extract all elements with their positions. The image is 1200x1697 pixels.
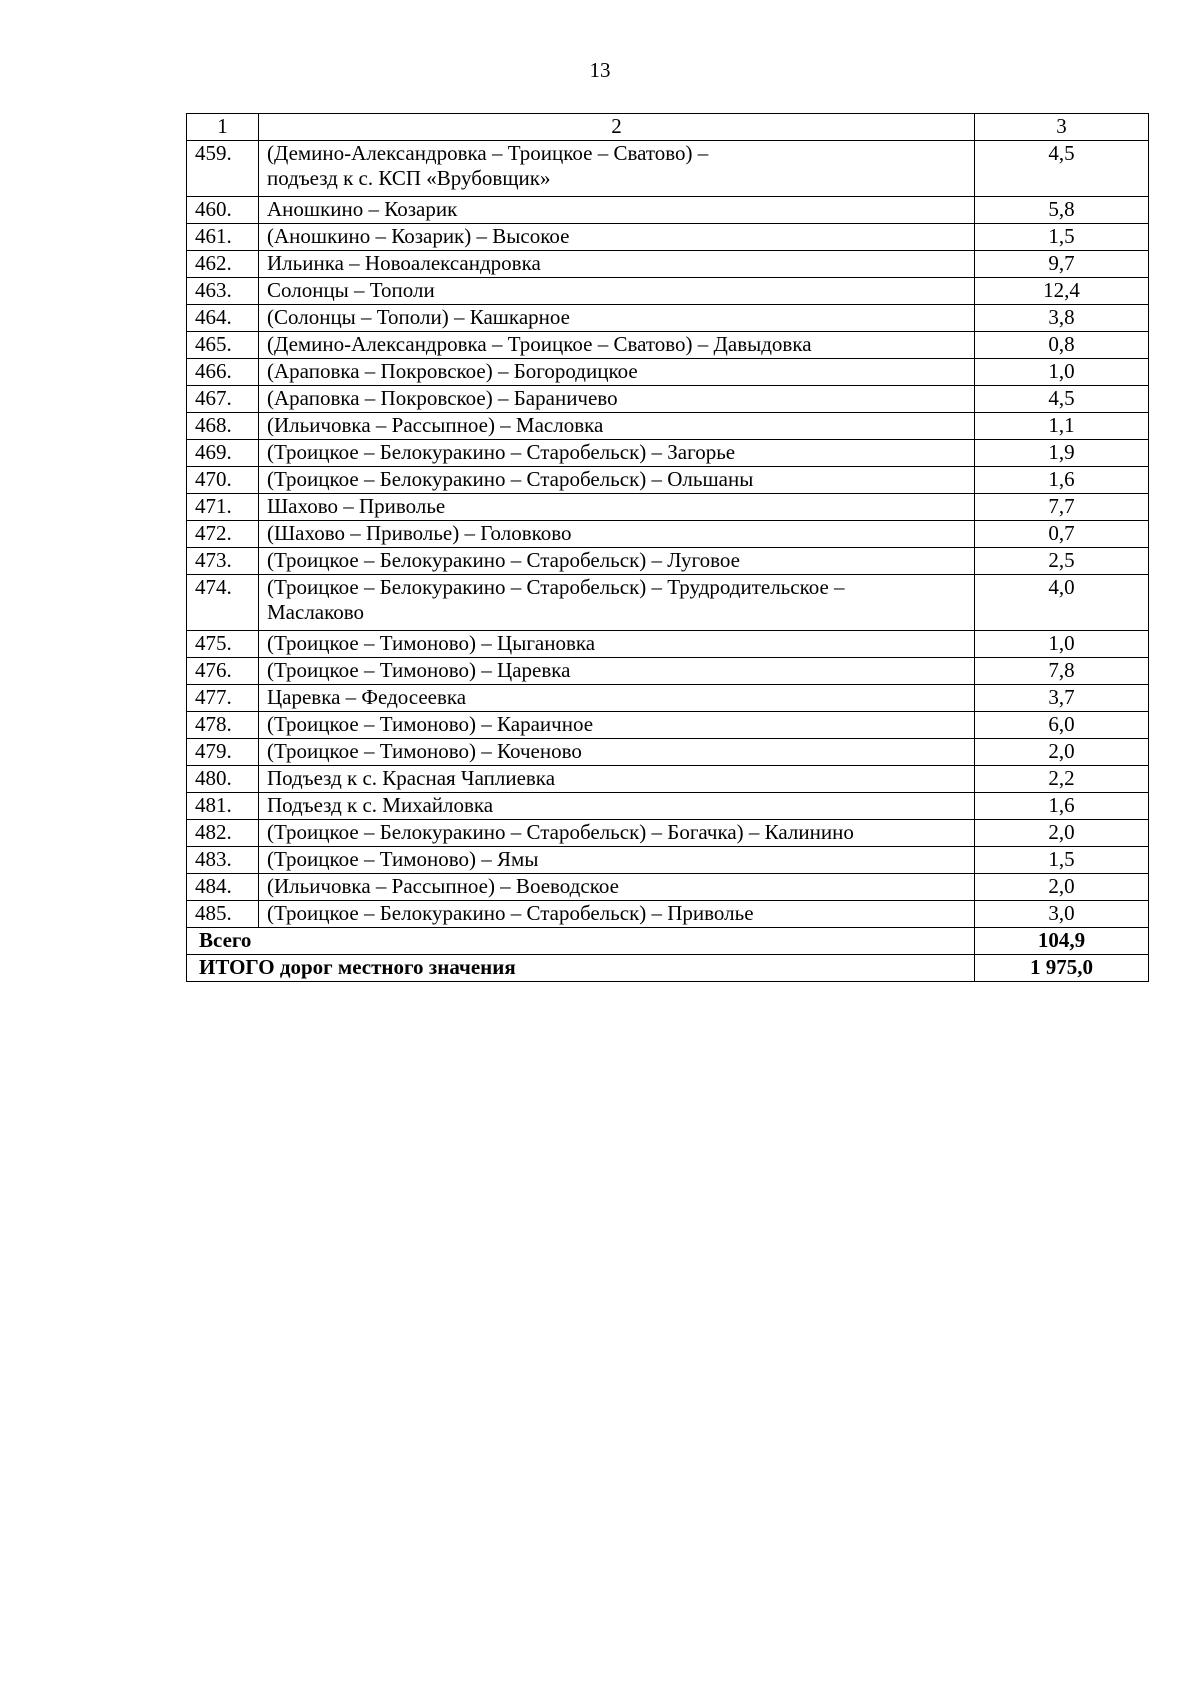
road-name: Шахово – Приволье <box>259 494 975 521</box>
table-row <box>187 467 1149 494</box>
road-length: 7,7 <box>975 494 1149 521</box>
total-value: 104,9 <box>975 928 1149 955</box>
road-name: Ильинка – Новоалександровка <box>259 251 975 278</box>
row-number: 465. <box>187 332 259 359</box>
table-row <box>187 847 1149 874</box>
table-row <box>187 820 1149 847</box>
road-length: 3,7 <box>975 685 1149 712</box>
table-row <box>187 712 1149 739</box>
row-number: 475. <box>187 631 259 658</box>
table-row <box>187 359 1149 386</box>
table-header <box>187 114 1149 141</box>
road-name: (Троицкое – Белокуракино – Старобельск) – Загорье <box>259 440 975 467</box>
total-label: Всего <box>187 928 975 955</box>
row-number: 467. <box>187 386 259 413</box>
table-row <box>187 685 1149 712</box>
road-length: 3,8 <box>975 305 1149 332</box>
road-name: (Троицкое – Белокуракино – Старобельск) – Луговое <box>259 548 975 575</box>
row-number: 461. <box>187 224 259 251</box>
road-name: (Араповка – Покровское) – Бараничево <box>259 386 975 413</box>
road-length: 1,6 <box>975 793 1149 820</box>
table-totals <box>187 928 1149 982</box>
road-name: (Троицкое – Белокуракино – Старобельск) – Приволье <box>259 901 975 928</box>
row-number: 482. <box>187 820 259 847</box>
road-name: Царевка – Федосеевка <box>259 685 975 712</box>
road-length: 1,0 <box>975 359 1149 386</box>
table-row <box>187 440 1149 467</box>
grand-total-row <box>187 955 1149 982</box>
road-name: (Араповка – Покровское) – Богородицкое <box>259 359 975 386</box>
row-number: 468. <box>187 413 259 440</box>
table-row <box>187 793 1149 820</box>
road-name: Солонцы – Тополи <box>259 278 975 305</box>
table-row <box>187 386 1149 413</box>
road-name: (Демино-Александровка – Троицкое – Сватово) – Давыдовка <box>259 332 975 359</box>
road-length: 2,0 <box>975 874 1149 901</box>
road-name: (Троицкое – Тимоново) – Царевка <box>259 658 975 685</box>
road-name: (Ильичовка – Рассыпное) – Масловка <box>259 413 975 440</box>
row-number: 463. <box>187 278 259 305</box>
road-name: (Ильичовка – Рассыпное) – Воеводское <box>259 874 975 901</box>
road-length: 2,0 <box>975 820 1149 847</box>
table-row <box>187 332 1149 359</box>
road-name: (Троицкое – Тимоново) – Ямы <box>259 847 975 874</box>
table-row <box>187 224 1149 251</box>
header-col-3: 3 <box>975 114 1149 141</box>
row-number: 478. <box>187 712 259 739</box>
row-number: 483. <box>187 847 259 874</box>
road-name: (Шахово – Приволье) – Головково <box>259 521 975 548</box>
road-name: (Троицкое – Белокуракино – Старобельск) – Богачка) – Калинино <box>259 820 975 847</box>
row-number: 466. <box>187 359 259 386</box>
road-length: 3,0 <box>975 901 1149 928</box>
row-number: 474. <box>187 575 259 631</box>
page-number: 13 <box>589 58 611 82</box>
row-number: 469. <box>187 440 259 467</box>
table-row <box>187 251 1149 278</box>
road-length: 5,8 <box>975 197 1149 224</box>
road-name: (Демино-Александровка – Троицкое – Сватово) – подъезд к с. КСП «Врубовщик» <box>259 141 975 197</box>
road-name: Подъезд к с. Михайловка <box>259 793 975 820</box>
road-length: 1,5 <box>975 847 1149 874</box>
road-name: (Троицкое – Тимоново) – Караичное <box>259 712 975 739</box>
road-length: 4,5 <box>975 141 1149 197</box>
road-length: 1,0 <box>975 631 1149 658</box>
road-length: 4,5 <box>975 386 1149 413</box>
road-name: (Солонцы – Тополи) – Кашкарное <box>259 305 975 332</box>
road-length: 1,1 <box>975 413 1149 440</box>
table-body <box>187 141 1149 928</box>
road-length: 0,8 <box>975 332 1149 359</box>
row-number: 462. <box>187 251 259 278</box>
road-length: 7,8 <box>975 658 1149 685</box>
road-length: 4,0 <box>975 575 1149 631</box>
road-name: Аношкино – Козарик <box>259 197 975 224</box>
road-length: 2,0 <box>975 739 1149 766</box>
table-row <box>187 413 1149 440</box>
road-name: Подъезд к с. Красная Чаплиевка <box>259 766 975 793</box>
table-row <box>187 766 1149 793</box>
road-name: (Троицкое – Тимоново) – Цыгановка <box>259 631 975 658</box>
roads-table <box>186 113 1149 982</box>
table-row <box>187 197 1149 224</box>
table-row <box>187 658 1149 685</box>
row-number: 473. <box>187 548 259 575</box>
header-col-2: 2 <box>259 114 975 141</box>
row-number: 484. <box>187 874 259 901</box>
row-number: 479. <box>187 739 259 766</box>
road-length: 6,0 <box>975 712 1149 739</box>
road-length: 12,4 <box>975 278 1149 305</box>
road-length: 0,7 <box>975 521 1149 548</box>
table-row <box>187 305 1149 332</box>
road-name: (Троицкое – Белокуракино – Старобельск) – Трудродительское – Маслаково <box>259 575 975 631</box>
road-length: 9,7 <box>975 251 1149 278</box>
row-number: 471. <box>187 494 259 521</box>
row-number: 464. <box>187 305 259 332</box>
table-row <box>187 521 1149 548</box>
row-number: 481. <box>187 793 259 820</box>
road-length: 2,5 <box>975 548 1149 575</box>
table-row <box>187 548 1149 575</box>
road-length: 2,2 <box>975 766 1149 793</box>
table-row <box>187 739 1149 766</box>
table-row <box>187 874 1149 901</box>
road-name: (Троицкое – Белокуракино – Старобельск) – Ольшаны <box>259 467 975 494</box>
row-number: 476. <box>187 658 259 685</box>
table-row <box>187 575 1149 631</box>
total-label: ИТОГО дорог местного значения <box>187 955 975 982</box>
row-number: 459. <box>187 141 259 197</box>
row-number: 472. <box>187 521 259 548</box>
header-col-1: 1 <box>187 114 259 141</box>
road-length: 1,6 <box>975 467 1149 494</box>
row-number: 460. <box>187 197 259 224</box>
road-length: 1,5 <box>975 224 1149 251</box>
row-number: 485. <box>187 901 259 928</box>
row-number: 480. <box>187 766 259 793</box>
row-number: 477. <box>187 685 259 712</box>
road-length: 1,9 <box>975 440 1149 467</box>
table-row <box>187 901 1149 928</box>
road-name: (Аношкино – Козарик) – Высокое <box>259 224 975 251</box>
row-number: 470. <box>187 467 259 494</box>
table-row <box>187 494 1149 521</box>
subtotal-row <box>187 928 1149 955</box>
table-row <box>187 631 1149 658</box>
table-row <box>187 141 1149 197</box>
table-row <box>187 278 1149 305</box>
road-name: (Троицкое – Тимоново) – Коченово <box>259 739 975 766</box>
header-row <box>187 114 1149 141</box>
total-value: 1 975,0 <box>975 955 1149 982</box>
